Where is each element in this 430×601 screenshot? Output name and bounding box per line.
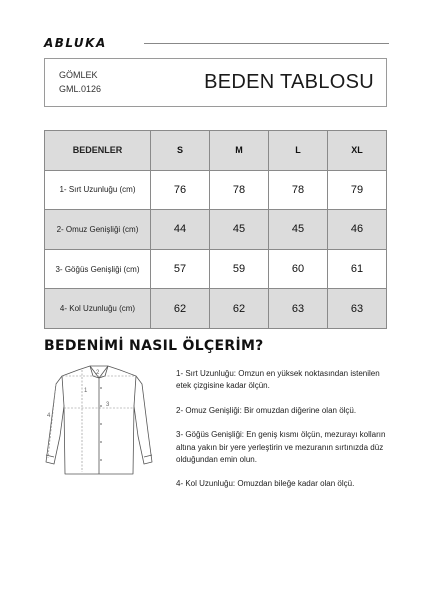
size-header-xl: XL <box>328 131 387 171</box>
table-cell: 78 <box>269 170 328 210</box>
size-header-l: L <box>269 131 328 171</box>
mark-4: 4 <box>47 413 51 419</box>
table-cell: 62 <box>210 289 269 329</box>
how-to-measure-heading: BEDENİMİ NASIL ÖLÇERİM? <box>44 338 264 354</box>
size-header-m: M <box>210 131 269 171</box>
table-cell: 63 <box>328 289 387 329</box>
size-header-s: S <box>151 131 210 171</box>
shirt-illustration <box>36 362 162 480</box>
table-cell: 62 <box>151 289 210 329</box>
instruction-item: 2- Omuz Genişliği: Bir omuzdan diğerine olan ölçü. <box>176 405 357 415</box>
table-cell: 45 <box>210 210 269 250</box>
product-code: GML.0126 <box>59 84 102 94</box>
mark-2: 2 <box>96 370 100 376</box>
instructions-list <box>176 368 390 503</box>
instruction-item: 1- Sırt Uzunluğu: Omzun en yüksek noktasından istenilen etek çizgisine kadar ölçün. <box>176 369 380 391</box>
header-divider <box>144 43 389 44</box>
page-title: BEDEN TABLOSU <box>204 71 374 93</box>
table-row <box>45 289 387 329</box>
table-row <box>45 170 387 210</box>
product-type: GÖMLEK <box>59 70 98 80</box>
table-cell: 79 <box>328 170 387 210</box>
table-header-row <box>45 131 387 171</box>
instruction-item: 4- Kol Uzunluğu: Omuzdan bileğe kadar olan ölçü. <box>176 479 355 489</box>
table-row <box>45 210 387 250</box>
table-cell: 45 <box>269 210 328 250</box>
table-row <box>45 249 387 289</box>
size-table <box>44 130 387 329</box>
header-label-cell: BEDENLER <box>45 131 151 171</box>
instruction-item: 3- Göğüs Genişliği: En geniş kısmı ölçün, mezurayı kolların altına yakın bir yere yerleştirin ve mezuranın sırtınızda düz olduğundan emin olun. <box>176 430 386 465</box>
row-label: 2- Omuz Genişliği (cm) <box>45 210 151 250</box>
row-label: 1- Sırt Uzunluğu (cm) <box>45 170 151 210</box>
table-cell: 63 <box>269 289 328 329</box>
product-info-box <box>44 58 387 107</box>
table-cell: 61 <box>328 249 387 289</box>
brand-header <box>44 36 389 50</box>
table-cell: 78 <box>210 170 269 210</box>
mark-1: 1 <box>84 388 88 394</box>
table-cell: 44 <box>151 210 210 250</box>
table-cell: 57 <box>151 249 210 289</box>
table-cell: 60 <box>269 249 328 289</box>
table-cell: 59 <box>210 249 269 289</box>
row-label: 3- Göğüs Genişliği (cm) <box>45 249 151 289</box>
mark-3: 3 <box>106 402 110 408</box>
brand-logo: ABLUKA <box>44 36 107 50</box>
table-cell: 76 <box>151 170 210 210</box>
row-label: 4- Kol Uzunluğu (cm) <box>45 289 151 329</box>
table-cell: 46 <box>328 210 387 250</box>
